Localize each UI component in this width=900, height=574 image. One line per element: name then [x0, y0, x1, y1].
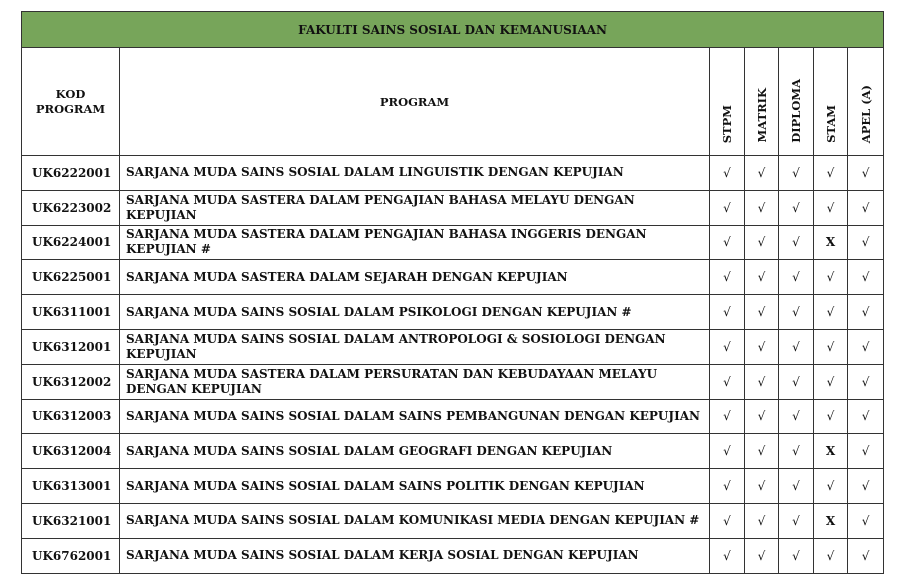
route-label-matrik: MATRIK [754, 88, 769, 143]
check-mark-apel: √ [848, 225, 884, 260]
check-mark-stam: √ [814, 364, 848, 399]
route-header-matrik [745, 48, 779, 156]
check-mark-diploma: √ [779, 399, 814, 434]
check-mark-diploma: √ [779, 538, 814, 573]
table-row [22, 295, 884, 330]
program-code: UK6313001 [22, 469, 120, 504]
route-header-stam [814, 48, 848, 156]
program-code: UK6222001 [22, 156, 120, 191]
check-mark-diploma: √ [779, 295, 814, 330]
check-mark-diploma: √ [779, 190, 814, 225]
check-mark-stam: √ [814, 469, 848, 504]
table-row [22, 503, 884, 538]
check-mark-stpm: √ [710, 295, 745, 330]
table-row [22, 190, 884, 225]
check-mark-stpm: √ [710, 399, 745, 434]
cross-mark-stam: X [814, 434, 848, 469]
check-mark-apel: √ [848, 156, 884, 191]
check-mark-diploma: √ [779, 156, 814, 191]
route-header-stpm [710, 48, 745, 156]
check-mark-matrik: √ [745, 434, 779, 469]
check-mark-diploma: √ [779, 503, 814, 538]
check-mark-stpm: √ [710, 225, 745, 260]
check-mark-matrik: √ [745, 156, 779, 191]
program-code: UK6312003 [22, 399, 120, 434]
program-name: SARJANA MUDA SAINS SOSIAL DALAM SAINS PEMBANGUNAN DENGAN KEPUJIAN [120, 399, 710, 434]
check-mark-diploma: √ [779, 469, 814, 504]
table-row [22, 225, 884, 260]
program-code: UK6223002 [22, 190, 120, 225]
program-name: SARJANA MUDA SAINS SOSIAL DALAM PSIKOLOGI DENGAN KEPUJIAN # [120, 295, 710, 330]
table-row [22, 329, 884, 364]
table-row [22, 260, 884, 295]
check-mark-stpm: √ [710, 538, 745, 573]
check-mark-diploma: √ [779, 225, 814, 260]
table-row [22, 399, 884, 434]
check-mark-apel: √ [848, 503, 884, 538]
check-mark-stam: √ [814, 190, 848, 225]
program-header: PROGRAM [120, 48, 710, 156]
check-mark-apel: √ [848, 260, 884, 295]
route-label-stpm: STPM [720, 104, 734, 143]
check-mark-diploma: √ [779, 260, 814, 295]
program-code: UK6762001 [22, 538, 120, 573]
route-label-apel: APEL (A) [858, 84, 873, 143]
check-mark-stpm: √ [710, 329, 745, 364]
program-name: SARJANA MUDA SASTERA DALAM PERSURATAN DAN KEBUDAYAAN MELAYU DENGAN KEPUJIAN [120, 364, 710, 399]
program-name: SARJANA MUDA SAINS SOSIAL DALAM KOMUNIKASI MEDIA DENGAN KEPUJIAN # [120, 503, 710, 538]
check-mark-stam: √ [814, 156, 848, 191]
program-name: SARJANA MUDA SASTERA DALAM PENGAJIAN BAHASA INGGERIS DENGAN KEPUJIAN # [120, 225, 710, 260]
check-mark-stpm: √ [710, 364, 745, 399]
program-name: SARJANA MUDA SAINS SOSIAL DALAM ANTROPOLOGI & SOSIOLOGI DENGAN KEPUJIAN [120, 329, 710, 364]
program-name: SARJANA MUDA SAINS SOSIAL DALAM GEOGRAFI DENGAN KEPUJIAN [120, 434, 710, 469]
check-mark-matrik: √ [745, 503, 779, 538]
kod-header-line2: PROGRAM [35, 101, 106, 116]
check-mark-diploma: √ [779, 329, 814, 364]
program-code: UK6311001 [22, 295, 120, 330]
program-rows [22, 156, 884, 574]
kod-header-line1: KOD [55, 86, 86, 101]
check-mark-stam: √ [814, 295, 848, 330]
route-label-diploma: DIPLOMA [789, 79, 803, 143]
check-mark-apel: √ [848, 329, 884, 364]
route-header-diploma [779, 48, 814, 156]
check-mark-apel: √ [848, 399, 884, 434]
program-table [21, 11, 884, 574]
program-code: UK6312004 [22, 434, 120, 469]
check-mark-stpm: √ [710, 503, 745, 538]
program-code: UK6312002 [22, 364, 120, 399]
table-row [22, 434, 884, 469]
check-mark-apel: √ [848, 434, 884, 469]
check-mark-matrik: √ [745, 538, 779, 573]
check-mark-stpm: √ [710, 260, 745, 295]
program-code: UK6321001 [22, 503, 120, 538]
check-mark-apel: √ [848, 295, 884, 330]
check-mark-matrik: √ [745, 399, 779, 434]
check-mark-diploma: √ [779, 364, 814, 399]
program-name: SARJANA MUDA SASTERA DALAM PENGAJIAN BAHASA MELAYU DENGAN KEPUJIAN [120, 190, 710, 225]
column-header-row [22, 48, 884, 156]
program-name: SARJANA MUDA SAINS SOSIAL DALAM SAINS POLITIK DENGAN KEPUJIAN [120, 469, 710, 504]
faculty-title: FAKULTI SAINS SOSIAL DAN KEMANUSIAAN [22, 12, 884, 48]
check-mark-matrik: √ [745, 329, 779, 364]
check-mark-matrik: √ [745, 469, 779, 504]
route-header-apel [848, 48, 884, 156]
table-row [22, 156, 884, 191]
table-row [22, 364, 884, 399]
check-mark-stpm: √ [710, 469, 745, 504]
check-mark-apel: √ [848, 190, 884, 225]
program-code: UK6224001 [22, 225, 120, 260]
program-code: UK6225001 [22, 260, 120, 295]
check-mark-stam: √ [814, 260, 848, 295]
check-mark-matrik: √ [745, 190, 779, 225]
kod-program-header [22, 48, 120, 156]
check-mark-matrik: √ [745, 260, 779, 295]
check-mark-diploma: √ [779, 434, 814, 469]
table-row [22, 469, 884, 504]
check-mark-stpm: √ [710, 156, 745, 191]
program-name: SARJANA MUDA SASTERA DALAM SEJARAH DENGAN KEPUJIAN [120, 260, 710, 295]
check-mark-matrik: √ [745, 364, 779, 399]
check-mark-stpm: √ [710, 434, 745, 469]
cross-mark-stam: X [814, 503, 848, 538]
check-mark-stam: √ [814, 538, 848, 573]
program-name: SARJANA MUDA SAINS SOSIAL DALAM LINGUISTIK DENGAN KEPUJIAN [120, 156, 710, 191]
check-mark-stpm: √ [710, 190, 745, 225]
table-row [22, 538, 884, 573]
check-mark-matrik: √ [745, 225, 779, 260]
cross-mark-stam: X [814, 225, 848, 260]
check-mark-apel: √ [848, 538, 884, 573]
check-mark-stam: √ [814, 329, 848, 364]
check-mark-stam: √ [814, 399, 848, 434]
route-label-stam: STAM [823, 105, 838, 143]
program-code: UK6312001 [22, 329, 120, 364]
program-name: SARJANA MUDA SAINS SOSIAL DALAM KERJA SOSIAL DENGAN KEPUJIAN [120, 538, 710, 573]
check-mark-apel: √ [848, 469, 884, 504]
check-mark-apel: √ [848, 364, 884, 399]
faculty-title-row [22, 12, 884, 48]
check-mark-matrik: √ [745, 295, 779, 330]
